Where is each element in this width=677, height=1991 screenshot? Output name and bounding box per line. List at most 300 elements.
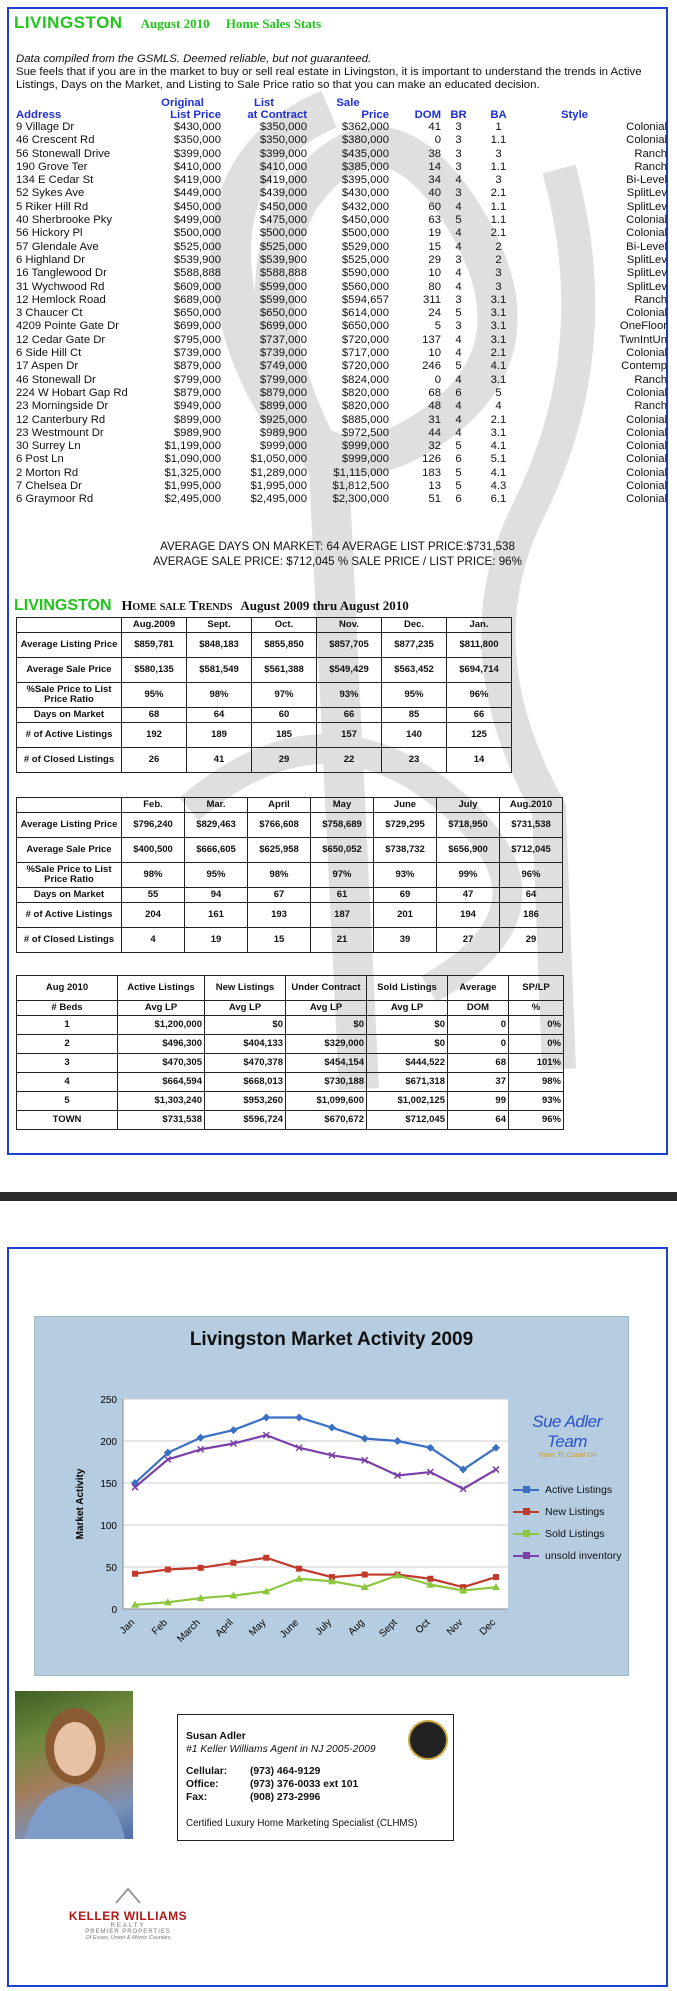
x-tick-label: June <box>278 1617 302 1641</box>
trend-cell: $400,500 <box>122 838 185 863</box>
listing-cell: 134 E Cedar St <box>16 174 94 187</box>
listing-cell: $594,657 <box>341 293 389 306</box>
head-sale: Sale <box>336 97 360 109</box>
listings-table <box>16 97 667 507</box>
y-tick-label: 50 <box>105 1563 117 1574</box>
listing-cell: 5 <box>455 214 462 227</box>
listing-cell: 6 <box>455 453 462 466</box>
listing-cell: $650,000 <box>259 307 307 320</box>
legend-label: unsold inventory <box>545 1550 622 1562</box>
listing-cell: 23 Westmount Dr <box>16 426 104 439</box>
listing-cell: 34 <box>428 174 441 187</box>
listing-cell: 19 <box>428 227 441 240</box>
trend-row <box>17 683 512 708</box>
beds-cell: 0% <box>509 1035 564 1054</box>
listing-cell: 126 <box>422 453 441 466</box>
head-list-price: List Price <box>170 109 221 121</box>
listing-cell: 12 Hemlock Road <box>16 293 106 306</box>
trend-cell: $718,950 <box>437 813 500 838</box>
listing-cell: $525,000 <box>341 253 389 266</box>
beds-cell: $731,538 <box>118 1111 205 1130</box>
listing-row <box>16 227 667 240</box>
trend-cell: $766,608 <box>248 813 311 838</box>
trend-row <box>17 888 563 903</box>
listing-cell: $500,000 <box>173 227 221 240</box>
listing-cell: 4.1 <box>490 466 507 479</box>
listing-cell: $395,000 <box>341 174 389 187</box>
listing-cell: Bi-Level <box>626 174 667 187</box>
listing-cell: 3 <box>455 121 462 133</box>
trend-month: Jan. <box>447 618 512 633</box>
trend-cell: $829,463 <box>185 813 248 838</box>
beds-cell: 64 <box>448 1111 509 1130</box>
listing-cell: $599,000 <box>259 280 307 293</box>
listing-cell: $500,000 <box>341 227 389 240</box>
beds-cell: 68 <box>448 1054 509 1073</box>
beds-cell: 2 <box>17 1035 118 1054</box>
listing-cell: 1.1 <box>490 214 507 227</box>
listing-cell: 4.1 <box>490 360 507 373</box>
listing-row <box>16 187 667 200</box>
listing-cell: 224 W Hobart Gap Rd <box>16 386 128 399</box>
listing-cell: $419,000 <box>173 174 221 187</box>
beds-cell: 96% <box>509 1111 564 1130</box>
listing-cell: 2.1 <box>490 227 507 240</box>
logo-realty: REALTY <box>110 1923 146 1929</box>
beds-cell: $0 <box>286 1016 367 1035</box>
listing-cell: 1.1 <box>490 134 507 147</box>
listing-cell: $350,000 <box>173 134 221 147</box>
listing-cell: Colonial <box>626 466 667 479</box>
listing-cell: $410,000 <box>173 160 221 173</box>
office-label: Office: <box>186 1779 219 1790</box>
listing-cell: 46 Crescent Rd <box>16 134 95 147</box>
trend-cell: 61 <box>311 888 374 903</box>
listing-cell: 3 <box>495 280 502 293</box>
listing-cell: 10 <box>428 267 441 280</box>
beds-head-cell: New Listings <box>205 976 286 1001</box>
listing-cell: 5 <box>455 307 462 320</box>
trend-cell: 29 <box>500 928 563 953</box>
trend-cell: $625,958 <box>248 838 311 863</box>
listing-cell: $737,000 <box>259 333 307 346</box>
legend-swatch <box>513 1489 539 1491</box>
listing-cell: 1.1 <box>490 200 507 213</box>
listing-cell: $525,000 <box>259 240 307 253</box>
beds-cell: 0 <box>448 1016 509 1035</box>
beds-head-cell: Aug 2010 <box>17 976 118 1001</box>
listing-cell: $539,900 <box>173 253 221 266</box>
listing-cell: $385,000 <box>341 160 389 173</box>
trend-cell: 29 <box>252 748 317 773</box>
trend-cell: 98% <box>122 863 185 888</box>
listing-cell: Ranch <box>634 293 667 306</box>
listing-cell: $362,000 <box>341 121 389 133</box>
listing-cell: $500,000 <box>259 227 307 240</box>
trend-month: June <box>374 798 437 813</box>
trend-row <box>17 813 563 838</box>
trend-label: # of Closed Listings <box>17 928 122 953</box>
cell-label: Cellular: <box>186 1766 228 1777</box>
listing-cell: $720,000 <box>341 360 389 373</box>
listing-cell: 6.1 <box>490 493 507 506</box>
legend-swatch <box>513 1533 539 1535</box>
listing-cell: Colonial <box>626 307 667 320</box>
trend-cell: 204 <box>122 903 185 928</box>
listing-cell: $1,995,000 <box>250 480 307 493</box>
trend-label: Average Sale Price <box>17 658 122 683</box>
trends-title: Home sale Trends <box>121 599 233 614</box>
trend-cell: 19 <box>185 928 248 953</box>
listing-cell: 12 Canterbury Rd <box>16 413 106 426</box>
listing-cell: 3.1 <box>490 320 507 333</box>
listing-cell: 3 <box>495 267 502 280</box>
beds-cell: $1,099,600 <box>286 1092 367 1111</box>
legend-label: Sold Listings <box>545 1528 605 1540</box>
listing-cell: 1 <box>495 121 502 133</box>
listing-cell: $525,000 <box>173 240 221 253</box>
listing-row <box>16 148 667 161</box>
trend-cell: 95% <box>382 683 447 708</box>
header-city: LIVINGSTON <box>14 13 123 32</box>
listing-cell: 4 <box>455 240 462 253</box>
trend-label: # of Active Listings <box>17 723 122 748</box>
listing-cell: 30 Surrey Ln <box>16 440 81 453</box>
listing-cell: 51 <box>428 493 441 506</box>
listing-cell: $560,000 <box>341 280 389 293</box>
team-brand <box>512 1412 622 1459</box>
listing-cell: 24 <box>428 307 441 320</box>
beds-cell: $664,594 <box>118 1073 205 1092</box>
listing-cell: $749,000 <box>259 360 307 373</box>
trend-cell: 14 <box>447 748 512 773</box>
trend-label: Average Listing Price <box>17 633 122 658</box>
beds-cell: TOWN <box>17 1111 118 1130</box>
beds-head-cell: Avg LP <box>118 1001 205 1016</box>
listing-cell: Colonial <box>626 453 667 466</box>
trend-month: Sept. <box>187 618 252 633</box>
trend-cell: $859,781 <box>122 633 187 658</box>
listing-cell: 29 <box>428 253 441 266</box>
beds-cell: 1 <box>17 1016 118 1035</box>
listing-cell: 246 <box>422 360 441 373</box>
listing-cell: 9 Village Dr <box>16 121 75 133</box>
listing-cell: $419,000 <box>259 174 307 187</box>
office-number[interactable]: (973) 376-0033 ext 101 <box>250 1779 359 1790</box>
listing-cell: $739,000 <box>259 347 307 360</box>
listing-cell: 40 Sherbrooke Pky <box>16 214 113 227</box>
chart-legend <box>513 1479 621 1567</box>
trend-cell: 186 <box>500 903 563 928</box>
listing-cell: Bi-Level <box>626 240 667 253</box>
beds-cell: $712,045 <box>367 1111 448 1130</box>
beds-cell: $1,200,000 <box>118 1016 205 1035</box>
trend-row <box>17 863 563 888</box>
listing-row <box>16 480 667 493</box>
listing-cell: $2,300,000 <box>332 493 389 506</box>
listing-cell: 4 <box>455 426 462 439</box>
listing-cell: 57 Glendale Ave <box>16 240 99 253</box>
trend-month: Dec. <box>382 618 447 633</box>
listing-cell: 52 Sykes Ave <box>16 187 85 200</box>
listing-cell: $699,000 <box>173 320 221 333</box>
trend-label: %Sale Price to List Price Ratio <box>17 683 122 708</box>
listing-cell: $399,000 <box>173 147 221 160</box>
beds-cell: $953,260 <box>205 1092 286 1111</box>
trend-cell: 4 <box>122 928 185 953</box>
beds-head-cell: Active Listings <box>118 976 205 1001</box>
listing-cell: 5.1 <box>490 453 507 466</box>
listing-row <box>16 134 667 147</box>
listing-cell: $449,000 <box>173 187 221 200</box>
trend-cell: $581,549 <box>187 658 252 683</box>
listing-cell: 4 <box>455 227 462 240</box>
listing-cell: $1,325,000 <box>164 466 221 479</box>
trend-month: Aug.2009 <box>122 618 187 633</box>
listing-cell: $430,000 <box>173 121 221 133</box>
trend-cell: 161 <box>185 903 248 928</box>
x-tick-label: April <box>213 1617 236 1640</box>
trend-row <box>17 748 512 773</box>
beds-head-cell: Avg LP <box>205 1001 286 1016</box>
x-tick-label: Jan <box>117 1617 138 1637</box>
trend-cell: $738,732 <box>374 838 437 863</box>
cell-number[interactable]: (973) 464-9129 <box>250 1766 321 1777</box>
header-subtitle: August 2010 Home Sales Stats <box>140 16 322 31</box>
listing-cell: 4209 Pointe Gate Dr <box>16 320 119 333</box>
trend-cell: 23 <box>382 748 447 773</box>
listing-cell: $925,000 <box>259 413 307 426</box>
trend-cell: 98% <box>187 683 252 708</box>
trend-cell: 27 <box>437 928 500 953</box>
trend-cell: $811,800 <box>447 633 512 658</box>
data-point <box>296 1566 302 1572</box>
trend-cell: 157 <box>317 723 382 748</box>
trend-cell: 85 <box>382 708 447 723</box>
head-at-contract: at Contract <box>247 109 307 121</box>
beds-cell: $670,672 <box>286 1111 367 1130</box>
beds-cell: $404,133 <box>205 1035 286 1054</box>
listing-cell: 3.1 <box>490 307 507 320</box>
trend-cell: $656,900 <box>437 838 500 863</box>
beds-cell: $470,378 <box>205 1054 286 1073</box>
listing-cell: 44 <box>428 426 441 439</box>
beds-head-cell: % <box>509 1001 564 1016</box>
head-list: List <box>253 97 275 109</box>
listing-cell: 2 <box>495 240 502 253</box>
listing-cell: SplitLev <box>626 187 667 200</box>
trend-cell: $561,388 <box>252 658 317 683</box>
listing-cell: 60 <box>428 200 441 213</box>
listing-cell: 2.1 <box>490 413 507 426</box>
beds-head-cell: # Beds <box>17 1001 118 1016</box>
trend-month: Mar. <box>185 798 248 813</box>
listing-cell: 5 Riker Hill Rd <box>16 200 89 213</box>
listing-cell: Ranch <box>634 160 667 173</box>
listing-cell: 31 Wychwood Rd <box>16 280 105 293</box>
listing-cell: 10 <box>428 347 441 360</box>
trend-head-row <box>17 618 512 633</box>
listing-cell: $599,000 <box>259 293 307 306</box>
listing-cell: 5 <box>455 466 462 479</box>
trend-row <box>17 903 563 928</box>
listing-cell: $450,000 <box>173 200 221 213</box>
listing-cell: 3.1 <box>490 426 507 439</box>
trend-cell: $650,052 <box>311 838 374 863</box>
market-activity-chart <box>34 1316 629 1676</box>
trend-row <box>17 838 563 863</box>
listing-cell: 4 <box>455 400 462 413</box>
beds-head-row <box>17 1001 564 1016</box>
trend-cell: 55 <box>122 888 185 903</box>
trend-cell: $694,714 <box>447 658 512 683</box>
listing-cell: 6 <box>455 386 462 399</box>
head-price: Price <box>361 109 389 121</box>
trend-month: April <box>248 798 311 813</box>
listing-cell: $820,000 <box>341 400 389 413</box>
listing-cell: Colonial <box>626 440 667 453</box>
trend-label: Days on Market <box>17 888 122 903</box>
listing-cell: 3.1 <box>490 293 507 306</box>
plot-background <box>123 1399 508 1609</box>
trend-cell: 187 <box>311 903 374 928</box>
beds-cell: 0 <box>448 1035 509 1054</box>
listing-cell: 3.1 <box>490 333 507 346</box>
trend-cell: 125 <box>447 723 512 748</box>
beds-cell: $596,724 <box>205 1111 286 1130</box>
listing-cell: $350,000 <box>259 121 307 133</box>
agent-tagline: #1 Keller Williams Agent in NJ 2005-2009 <box>186 1744 376 1755</box>
listing-row <box>16 334 667 347</box>
listing-cell: $1,812,500 <box>332 480 389 493</box>
listing-cell: Ranch <box>634 147 667 160</box>
trend-cell: 69 <box>374 888 437 903</box>
trend-cell: 192 <box>122 723 187 748</box>
trend-row <box>17 708 512 723</box>
listing-cell: $899,000 <box>259 400 307 413</box>
listing-cell: 46 Stonewall Dr <box>16 373 96 386</box>
trend-cell: 15 <box>248 928 311 953</box>
listing-cell: $795,000 <box>173 333 221 346</box>
listing-row <box>16 281 667 294</box>
listing-row <box>16 254 667 267</box>
beds-cell: $671,318 <box>367 1073 448 1092</box>
listing-cell: $989,900 <box>259 426 307 439</box>
trend-cell: 26 <box>122 748 187 773</box>
trend-corner <box>17 798 122 813</box>
beds-row <box>17 1073 564 1092</box>
legend-entry <box>513 1523 621 1545</box>
x-tick-label: Feb <box>149 1617 170 1638</box>
beds-table <box>16 975 564 1130</box>
listing-row <box>16 400 667 413</box>
trend-cell: $877,235 <box>382 633 447 658</box>
listing-cell: 3 <box>455 253 462 266</box>
listing-cell: 6 Highland Dr <box>16 253 86 266</box>
head-address: Address <box>16 109 62 121</box>
listing-cell: $350,000 <box>259 134 307 147</box>
listing-cell: $539,900 <box>259 253 307 266</box>
beds-cell: $444,522 <box>367 1054 448 1073</box>
listing-row <box>16 360 667 373</box>
listing-cell: SplitLev <box>626 280 667 293</box>
listing-row <box>16 307 667 320</box>
beds-cell: 0% <box>509 1016 564 1035</box>
listing-cell: 38 <box>428 147 441 160</box>
listing-cell: 4 <box>455 373 462 386</box>
listing-cell: 32 <box>428 440 441 453</box>
listing-cell: $475,000 <box>259 214 307 227</box>
listing-row <box>16 161 667 174</box>
data-point <box>362 1572 368 1578</box>
listing-cell: $439,000 <box>259 187 307 200</box>
listing-cell: 13 <box>428 480 441 493</box>
y-tick-label: 150 <box>100 1479 117 1490</box>
trend-cell: 67 <box>248 888 311 903</box>
listing-cell: $1,090,000 <box>164 453 221 466</box>
trend-cell: 194 <box>437 903 500 928</box>
beds-cell: 3 <box>17 1054 118 1073</box>
trend-cell: $796,240 <box>122 813 185 838</box>
head-br: BR <box>450 109 467 121</box>
listing-cell: 5 <box>455 440 462 453</box>
beds-cell: 99 <box>448 1092 509 1111</box>
listing-cell: 31 <box>428 413 441 426</box>
legend-entry <box>513 1479 621 1501</box>
listing-cell: 3 Chaucer Ct <box>16 307 83 320</box>
listing-cell: 5 <box>455 480 462 493</box>
trend-month: Nov. <box>317 618 382 633</box>
listing-cell: 1.1 <box>490 160 507 173</box>
listing-cell: 12 Cedar Gate Dr <box>16 333 106 346</box>
listing-row <box>16 414 667 427</box>
listing-row <box>16 320 667 333</box>
listing-cell: 48 <box>428 400 441 413</box>
x-tick-label: May <box>247 1617 269 1639</box>
beds-head-row <box>17 976 564 1001</box>
x-tick-label: July <box>313 1617 335 1638</box>
beds-cell: $454,154 <box>286 1054 367 1073</box>
trend-cell: $580,135 <box>122 658 187 683</box>
listing-cell: 6 Side Hill Ct <box>16 347 82 360</box>
trend-cell: $666,605 <box>185 838 248 863</box>
trend-cell: 93% <box>374 863 437 888</box>
trend-cell: 185 <box>252 723 317 748</box>
trend-label: # of Closed Listings <box>17 748 122 773</box>
trend-cell: 47 <box>437 888 500 903</box>
beds-cell: 37 <box>448 1073 509 1092</box>
average-line-1: AVERAGE DAYS ON MARKET: 64 AVERAGE LIST PRICE:$731,538 <box>160 540 515 553</box>
listing-cell: Contemp <box>621 360 667 373</box>
trend-month: July <box>437 798 500 813</box>
head-ba: BA <box>490 109 507 121</box>
chart-plot <box>75 1395 508 1647</box>
brand-tagline: Yours To Count On <box>537 1452 597 1459</box>
beds-cell: $668,013 <box>205 1073 286 1092</box>
x-tick-label: Sept <box>377 1617 400 1640</box>
listing-cell: Colonial <box>626 426 667 439</box>
listing-cell: 2 <box>495 253 502 266</box>
trend-cell: 201 <box>374 903 437 928</box>
house-icon <box>113 1886 143 1904</box>
listing-cell: $588,888 <box>259 267 307 280</box>
listing-cell: $450,000 <box>341 214 389 227</box>
listing-cell: $885,000 <box>341 413 389 426</box>
listing-cell: $1,115,000 <box>333 466 389 479</box>
listing-cell: 4 <box>455 174 462 187</box>
y-tick-label: 0 <box>111 1605 117 1616</box>
beds-row <box>17 1092 564 1111</box>
